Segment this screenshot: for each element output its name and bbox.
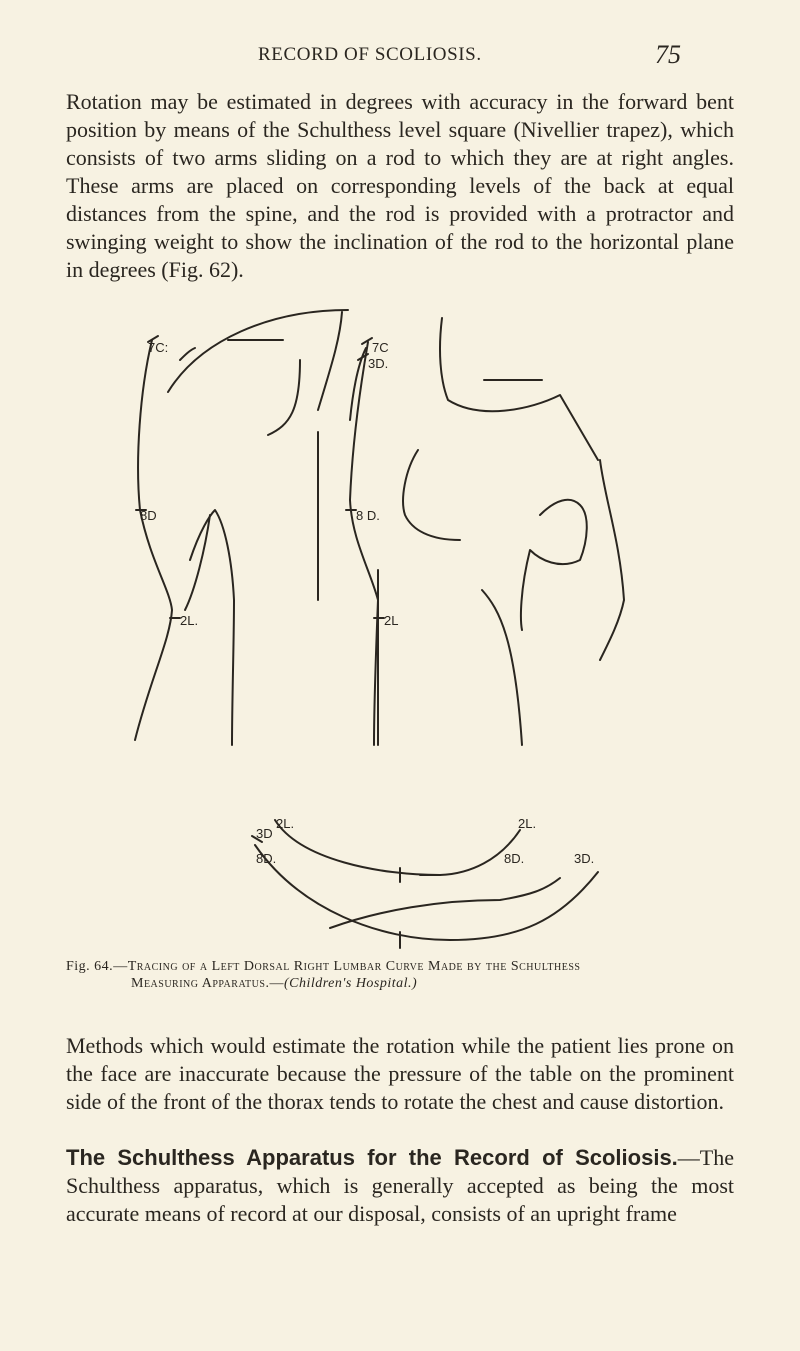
label-mid-8d: 8 D. xyxy=(356,508,380,523)
left-shoulder-curve xyxy=(168,310,348,392)
label-left-8d: 8D xyxy=(140,508,157,523)
running-head: RECORD OF SCOLIOSIS. xyxy=(258,44,482,65)
paragraph-apparatus-text: —The Schulthess apparatus, which is generally accepted as being the most accurate means of record at our disposal, consists of an upright frame xyxy=(66,1145,734,1226)
caption-text: —Tracing of a Left Dorsal Right Lumbar Curve Made by the Schulthess xyxy=(113,959,581,974)
paragraph-rotation: Rotation may be estimated in degrees with accuracy in the forward bent position by means of the Schulthess level square (Nivellier trapez), which consists of two arms sliding on a rod to which they are at right angles. These arms are placed on corresponding levels of the back at equal distances from the spine, and the rod is provided with a protractor and swinging weight to show the inclination of the rod to the horizontal plane in degrees (Fig. 62). xyxy=(66,89,734,282)
label-bottom-3d-right: 3D. xyxy=(574,851,595,866)
label-bottom-8d-right: 8D. xyxy=(504,851,525,866)
label-bottom-8d-left: 8D. xyxy=(256,851,277,866)
figure-64 xyxy=(0,300,800,960)
bottom-upper-curve xyxy=(275,820,520,875)
label-bottom-2l-left: 2L. xyxy=(276,816,295,831)
label-mid-7c: 7C xyxy=(372,340,389,355)
caption-line-2 xyxy=(66,975,734,992)
bottom-inner-curve xyxy=(330,878,560,928)
mid-upper-curve xyxy=(318,312,342,410)
paragraph-methods-text: Methods which would estimate the rotation while the patient lies prone on the face are inaccurate because the pressure of the table on the prominent side of the front of the thorax tends to rotate the chest and cause distortion. xyxy=(66,1033,734,1114)
page-number: 75 xyxy=(655,40,681,69)
label-bottom-3d-left: 3D xyxy=(256,826,273,841)
label-mid-2l: 2L xyxy=(384,613,399,628)
right-outer-curve xyxy=(600,460,624,660)
spine-tracing-drawing xyxy=(0,300,800,960)
caption-source: (Children's Hospital.) xyxy=(283,976,418,991)
paragraph-apparatus xyxy=(66,1144,734,1228)
left-upper-stroke xyxy=(180,348,195,360)
right-lower-curve xyxy=(482,590,522,745)
left-back-outline xyxy=(135,340,172,740)
label-bottom-2l-right: 2L. xyxy=(518,816,537,831)
right-loop xyxy=(521,500,587,630)
figure-caption xyxy=(66,958,734,992)
label-mid-3d: 3D. xyxy=(368,356,389,371)
left-waist-inner xyxy=(185,515,210,610)
caption-text-2: Measuring Apparatus.— xyxy=(131,976,284,991)
right-shoulder-line xyxy=(440,318,598,460)
label-left-2l: 2L. xyxy=(180,613,199,628)
paragraph-methods xyxy=(66,1032,734,1116)
mid-hook xyxy=(403,450,460,540)
bottom-lower-curve xyxy=(255,845,598,940)
page-header xyxy=(0,40,800,84)
section-heading: The Schulthess Apparatus for the Record of Scoliosis. xyxy=(66,1145,678,1170)
label-left-7c: 7C: xyxy=(148,340,169,355)
mid-back-outline xyxy=(350,342,378,745)
left-hook-curve xyxy=(268,360,300,435)
caption-prefix: Fig. 64. xyxy=(66,959,114,974)
